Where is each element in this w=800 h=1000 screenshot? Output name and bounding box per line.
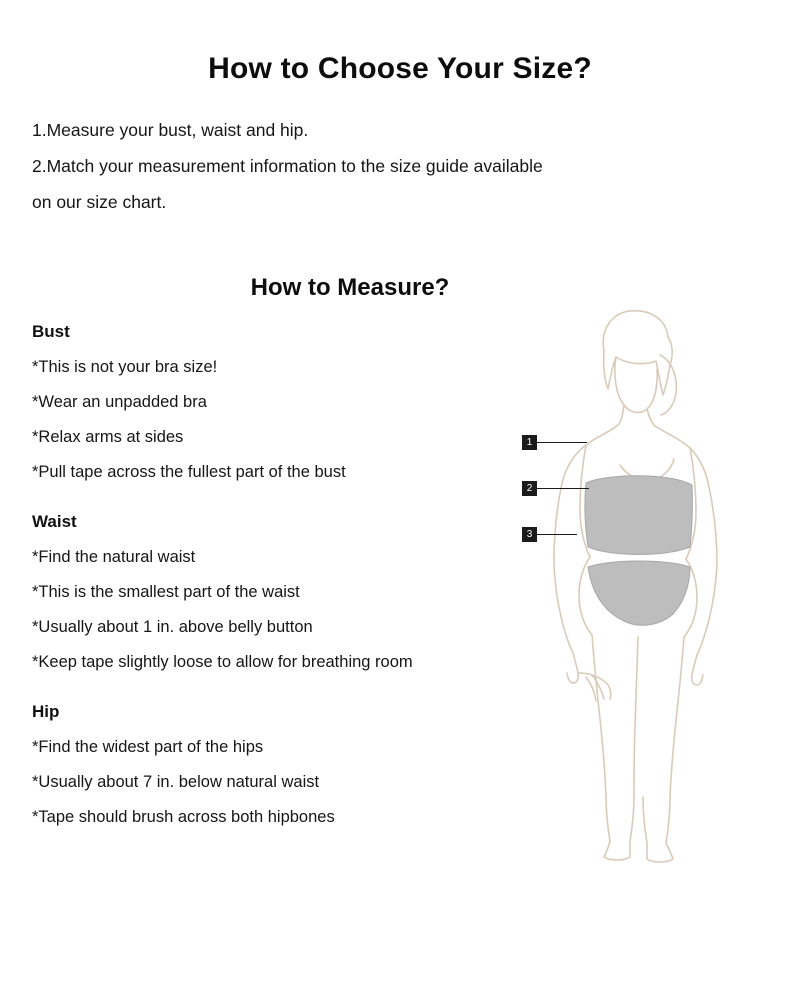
section-heading: Waist	[32, 512, 77, 531]
female-body-illustration	[500, 295, 790, 885]
leader-line-waist	[537, 488, 589, 489]
garment-top	[585, 476, 692, 555]
section-waist	[32, 512, 502, 680]
section-hip	[32, 702, 502, 835]
intro-block	[32, 112, 752, 220]
section-line: *Usually about 7 in. below natural waist	[32, 773, 320, 791]
section-line: *Wear an unpadded bra	[32, 393, 207, 411]
garment-bottom	[588, 561, 690, 625]
marker-hip: 3	[522, 527, 537, 542]
section-line: *Usually about 1 in. above belly button	[32, 618, 313, 636]
leader-line-hip	[537, 534, 577, 535]
section-line: *Relax arms at sides	[32, 428, 184, 446]
section-bust	[32, 322, 502, 490]
measure-sections	[32, 322, 502, 857]
marker-bust: 1	[522, 435, 537, 450]
section-line: *Pull tape across the fullest part of the bust	[32, 463, 346, 481]
page-title: How to Choose Your Size?	[208, 52, 592, 85]
section-line: *Tape should brush across both hipbones	[32, 808, 335, 826]
marker-waist: 2	[522, 481, 537, 496]
leader-line-bust	[537, 442, 587, 443]
section-line: *This is the smallest part of the waist	[32, 583, 300, 601]
section-line: *Find the natural waist	[32, 548, 196, 566]
intro-line-3: on our size chart.	[32, 192, 167, 212]
how-to-measure-title: How to Measure?	[250, 274, 450, 301]
section-heading: Hip	[32, 702, 60, 721]
intro-line-1: 1.Measure your bust, waist and hip.	[32, 120, 309, 140]
section-line: *This is not your bra size!	[32, 358, 218, 376]
section-line: *Keep tape slightly loose to allow for breathing room	[32, 653, 413, 671]
intro-line-2: 2.Match your measurement information to the size guide available	[32, 156, 543, 176]
section-heading: Bust	[32, 322, 70, 341]
section-line: *Find the widest part of the hips	[32, 738, 264, 756]
measurement-figure	[500, 295, 790, 885]
